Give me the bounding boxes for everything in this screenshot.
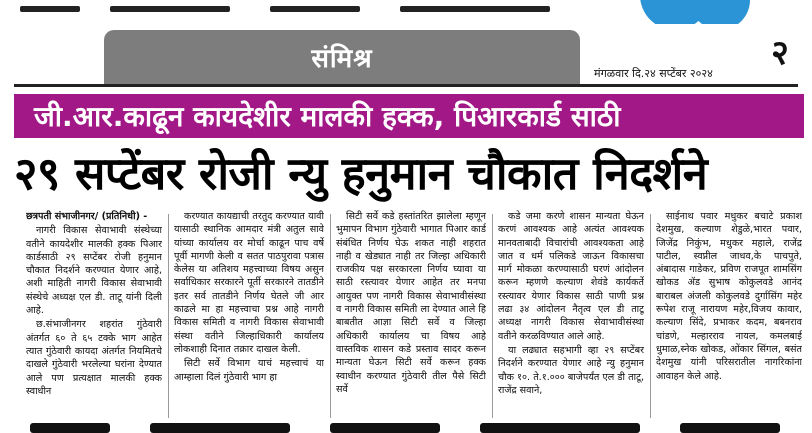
paragraph: छ.संभाजीनगर शहरांत गुंठेवारी अंतर्गत ६० ते ६५ टक्के भाग आहेत त्यात गुंठेवारी कायदा अंतर्गत नियमितचे दाखले गुंठेवारी भरलेल्या घरांना देण्यात आले पण प्रत्यक्षात मालकी हक्क स्वाधीन <box>26 319 162 397</box>
paragraph: नागरी विकास सेवाभावी संस्थेच्या वतीने कायदेशीर मालकी हक्क पिआर कार्डसाठी २९ सप्टेंबर रोजी हनुमान चौकात निदर्शने करण्यात येणार आहे, अशी माहिती नागरी विकास सेवाभावी संस्थेचे अध्यक्ष एल डी. ताटू यांनी दिली आहे. <box>26 225 162 317</box>
page-number: २ <box>771 33 789 73</box>
section-name: संमिश्र <box>311 44 373 74</box>
column-divider <box>168 214 169 418</box>
column-divider <box>492 214 493 418</box>
article-kicker <box>14 94 804 138</box>
paragraph: सिटी सर्वे कडे हस्तांतरित झालेला म्हणून भुमापन विभाग गुंठेवारी भागात पिआर कार्ड संबंधित निर्णय घेऊ शकत नाही शहरात नाही व खेड्यात नाही तर जिल्हा अधिकारी राजकीय पक्ष सरकारला निर्णय घ्यावा या साठी रस्त्यावर येणार आहेत तर मनपा आयुक्त पण नागरी विकास सेवाभावीसंस्था व नागरी विकास समिती ला देण्यात आले हि बाबतीत आज्ञा सिटी सर्वे व जिल्हा अधिकारी कार्यालय चा विषय आहे वास्तविक शासन कडे प्रस्ताव सादर करून मान्यता घेऊन सिटी सर्वे करून हक्क स्वाधीन करण्यात गुंठेवारी तील पैसे सिटी सर्वे <box>336 211 486 395</box>
article-column-3 <box>336 210 486 422</box>
kicker-text: जी.आर.काढून कायदेशीर मालकी हक्क, पिआरकार्ड साठी <box>34 100 621 133</box>
article-column-4 <box>498 210 644 422</box>
issue-date: मंगळवार दि.२४ सप्टेंबर २०२४ <box>594 67 713 80</box>
article-column-2 <box>174 210 324 422</box>
paragraph: साईनाथ पवार मधुकर बचाटे प्रकाश देशमुख, कल्याण शेडुळे,भारत पवार, जिजेंद्र निकुंभ, मधुकर महाले, राजेंद्र पाटील, स्वप्नील जाधव,के पाचपुते, अंबादास गाडेकर, प्रविण राजपूत शामसिंग खोकड ॲड सुभाष कोकुलवडे आनंद बाराबल अंजली कोकुलवडे दुर्गासिंग महेर रूपेश राजू नारायण महेर,विजय कावार, कल्याण सिंदे, प्रभाकर कदम, बबनराव चांडणे, मल्हारराव नायल, कमलबाई धुमाळ,स्नेक खोकड, ओंकार सिंगल, बसंत देशमुख यांनी परिसरातील नागरिकांना आवाहन केले आहे. <box>656 211 802 382</box>
section-tab <box>104 30 580 84</box>
paragraph: कडे जमा करणे शासन मान्यता घेऊन करणं आवश्यक आहे अत्यंत आवश्यक मानवताबादी विचारांची आवश्यकता आहे जात व धर्म पलिकडे जाऊन विकासचा मार्ग मोकळा करण्यासाठी घरणं आंदोलन करून म्हणणे कल्याण शेवंडे कार्यकर्ते रस्त्यावर येणार विकास साठी पाणी प्रश्न लढा ३४ आंदोलन नैतृत्व एल डी ताटू अध्यक्ष नागरी विकास सेवाभावीसंस्था वतीने करळविण्यात आले आहे. <box>498 211 644 342</box>
article-column-5 <box>656 210 802 422</box>
paragraph: या लढ्यात सहभागी व्हा २९ सप्टेंबर निदर्शने करण्यात येणार आहे न्यु हनुमान चौक १०. ते.१.००० बाजेपर्यंत एल डी ताटू, राजेंद्र सवाने, <box>498 344 644 396</box>
masthead-rule <box>14 84 798 87</box>
adjacent-page-fragment-top <box>0 0 812 24</box>
article-column-1 <box>26 210 162 422</box>
paragraph: करण्यात कायद्याची तरतुद करण्यात यावी यासाठी स्थानिक आमदार मंत्री अतुल सावे यांच्या कार्यालय वर मोर्चा काढून पाच वर्षे पूर्वी मागणी केली व सतत पाठपुरावा पत्रास केलेस या अतिशय महत्त्वाच्या विषय असुन सर्वाधिकार सरकारने पूर्ती सरकारने तातडीने इतर सर्व तातडीने निर्णय घेतले जी आर काढले मा हा महत्त्वाचा प्रश्न आहे नागरी विकास समिती व नागरी विकास सेवाभावी संस्था वतीने जिल्हाधिकारी कार्यालय लोकशाही दिनात तक्रार दाखल केली. <box>174 211 324 355</box>
article-headline: २९ सप्टेंबर रोजी न्यु हनुमान चौकात निदर्शने <box>14 146 708 200</box>
column-divider <box>330 214 331 418</box>
article-byline: छत्रपती संभाजीनगर/ (प्रतिनिधी) - <box>26 211 148 222</box>
column-divider <box>650 214 651 418</box>
next-article-fragment-bottom <box>0 420 812 433</box>
newspaper-logo-drop <box>690 0 750 24</box>
paragraph: सिटी सर्वे विभाग याचं महत्त्वाचं या आम्हाला दिलं गुंठेवारी भाग हा <box>174 358 324 383</box>
